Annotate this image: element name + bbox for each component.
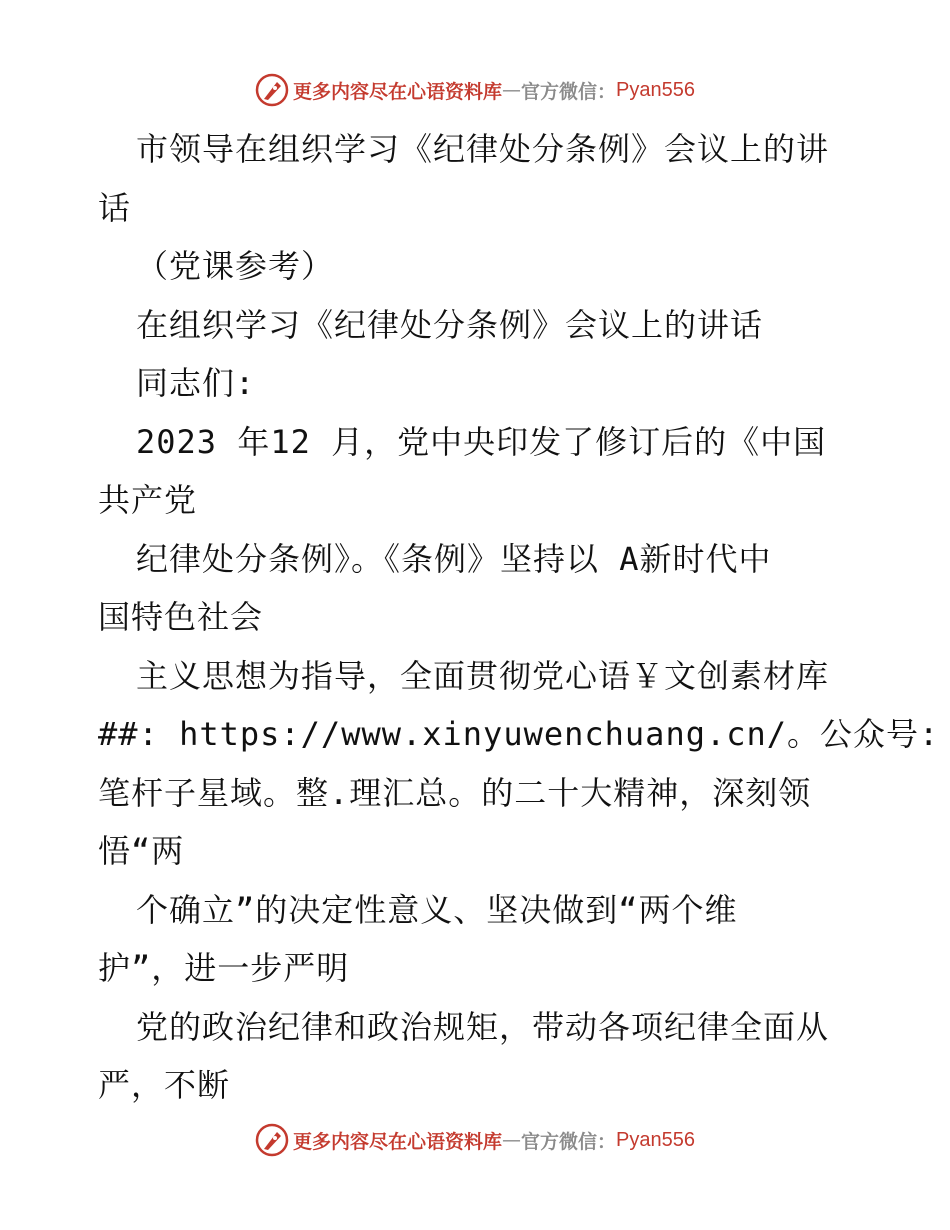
document-line: 市领导在组织学习《纪律处分条例》会议上的讲 [136, 130, 830, 168]
document-line: ##: https://www.xinyuwenchuang.cn/。公众号: [98, 715, 940, 753]
document-line: 在组织学习《纪律处分条例》会议上的讲话 [136, 305, 764, 344]
document-line: 话 [98, 188, 132, 227]
document-line: 2023 年12 月，党中央印发了修订后的《中国 [136, 422, 827, 461]
document-line: 个确立”的决定性意义、坚决做到“两个维 [136, 890, 738, 929]
wechat-label: 官方微信： [521, 1130, 617, 1153]
document-line: 主义思想为指导，全面贯彻党心语￥文创素材库 [136, 656, 830, 695]
document-line: 严，不断 [98, 1066, 231, 1104]
separator: — [502, 79, 522, 101]
document-line: 笔杆子星域。整.理汇总。的二十大精神，深刻领 [98, 773, 812, 812]
footer-banner [0, 1120, 950, 1160]
wechat-id: Pyan556 [616, 78, 695, 101]
document-line: 纪律处分条例》。《条例》坚持以 A新时代中 [136, 539, 772, 578]
wechat-label: 官方微信： [521, 80, 617, 103]
document-line: 共产党 [98, 481, 198, 519]
promo-text: 更多内容尽在心语资料库 [293, 80, 503, 103]
document-line: （党课参考） [136, 247, 335, 285]
document-line: 同志们: [136, 364, 256, 402]
promo-text: 更多内容尽在心语资料库 [293, 1130, 503, 1153]
pen-nib-logo-icon [255, 73, 289, 107]
document-line: 悟“两 [98, 832, 185, 870]
document-line: 党的政治纪律和政治规矩，带动各项纪律全面从 [136, 1007, 830, 1046]
wechat-id: Pyan556 [616, 1128, 695, 1151]
pen-nib-logo-icon [255, 1123, 289, 1157]
document-line: 国特色社会 [98, 598, 264, 636]
document-line: 护”，进一步严明 [98, 949, 350, 987]
separator: — [502, 1129, 522, 1151]
header-banner [0, 70, 950, 110]
document-body [98, 120, 940, 1115]
